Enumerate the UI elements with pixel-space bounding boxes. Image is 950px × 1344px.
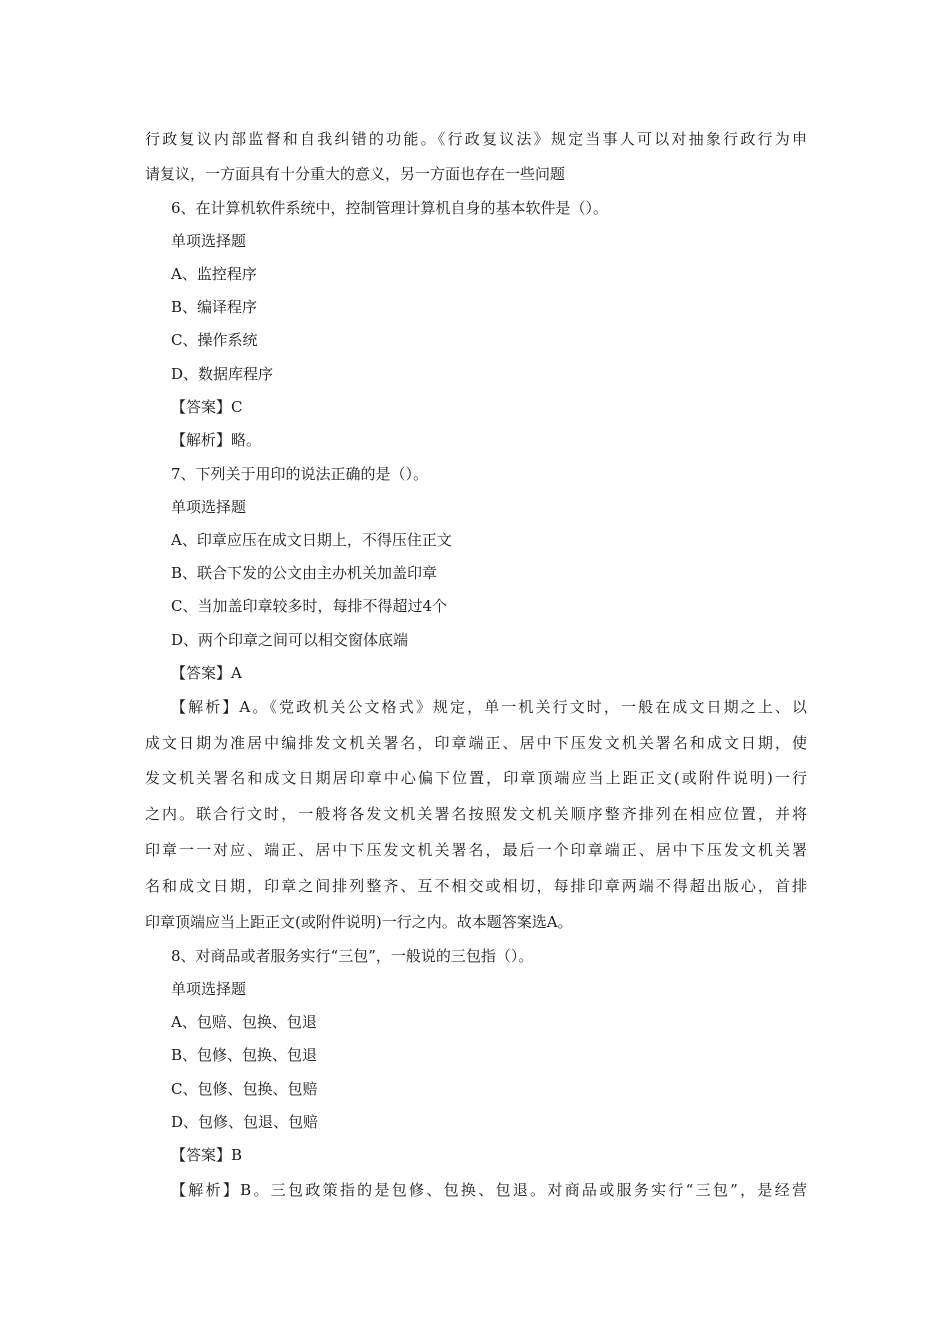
q6-question: 6、在计算机软件系统中，控制管理计算机自身的基本软件是（）。 xyxy=(171,199,609,217)
q6-analysis: 【解析】略。 xyxy=(171,431,262,449)
q7-analysis-line-5: 印章一一对应、端正、居中下压发文机关署名，最后一个印章端正、居中下压发文机关署 xyxy=(145,841,807,859)
q6-answer: 【答案】C xyxy=(171,398,243,416)
q8-option-a: A、包赔、包换、包退 xyxy=(171,1013,317,1031)
q7-analysis-line-2: 成文日期为准居中编排发文机关署名，印章端正、居中下压发文机关署名和成文日期，使 xyxy=(145,734,807,752)
q7-analysis-line-1: 【解析】A。《党政机关公文格式》规定，单一机关行文时，一般在成文日期之上、以 xyxy=(171,698,807,716)
q7-option-c: C、当加盖印章较多时，每排不得超过4个 xyxy=(171,597,448,615)
q7-analysis-line-6: 名和成文日期，印章之间排列整齐、互不相交或相切，每排印章两端不得超出版心，首排 xyxy=(145,877,807,895)
q7-option-d: D、两个印章之间可以相交窗体底端 xyxy=(171,631,409,649)
q6-option-c: C、操作系统 xyxy=(171,331,258,349)
q6-option-b: B、编译程序 xyxy=(171,298,258,316)
q8-question: 8、对商品或者服务实行“三包”，一般说的三包指（）。 xyxy=(171,947,534,965)
q8-option-d: D、包修、包退、包赔 xyxy=(171,1113,319,1131)
q8-option-c: C、包修、包换、包赔 xyxy=(171,1080,318,1098)
q7-option-b: B、联合下发的公文由主办机关加盖印章 xyxy=(171,564,438,582)
q6-option-d: D、数据库程序 xyxy=(171,365,274,383)
q8-analysis-line-1: 【解析】B。三包政策指的是包修、包换、包退。对商品或服务实行“三包”，是经营 xyxy=(171,1181,807,1199)
q7-option-a: A、印章应压在成文日期上，不得压住正文 xyxy=(171,531,452,549)
q6-type: 单项选择题 xyxy=(171,232,247,250)
q7-type: 单项选择题 xyxy=(171,498,247,516)
intro-line-2: 请复议，一方面具有十分重大的意义，另一方面也存在一些问题 xyxy=(145,165,566,183)
q6-option-a: A、监控程序 xyxy=(171,265,257,283)
q7-analysis-line-4: 之内。联合行文时，一般将各发文机关署名按照发文机关顺序整齐排列在相应位置，并将 xyxy=(145,805,807,823)
q7-analysis-line-7: 印章顶端应当上距正文(或附件说明)一行之内。故本题答案选A。 xyxy=(145,913,573,931)
q8-answer: 【答案】B xyxy=(171,1146,243,1164)
q7-analysis-line-3: 发文机关署名和成文日期居印章中心偏下位置，印章顶端应当上距正文(或附件说明)一行 xyxy=(145,769,807,787)
intro-line-1: 行政复议内部监督和自我纠错的功能。《行政复议法》规定当事人可以对抽象行政行为申 xyxy=(145,130,807,148)
q7-question: 7、下列关于用印的说法正确的是（）。 xyxy=(171,465,429,483)
q8-option-b: B、包修、包换、包退 xyxy=(171,1046,318,1064)
q8-type: 单项选择题 xyxy=(171,980,247,998)
q7-answer: 【答案】A xyxy=(171,664,242,682)
